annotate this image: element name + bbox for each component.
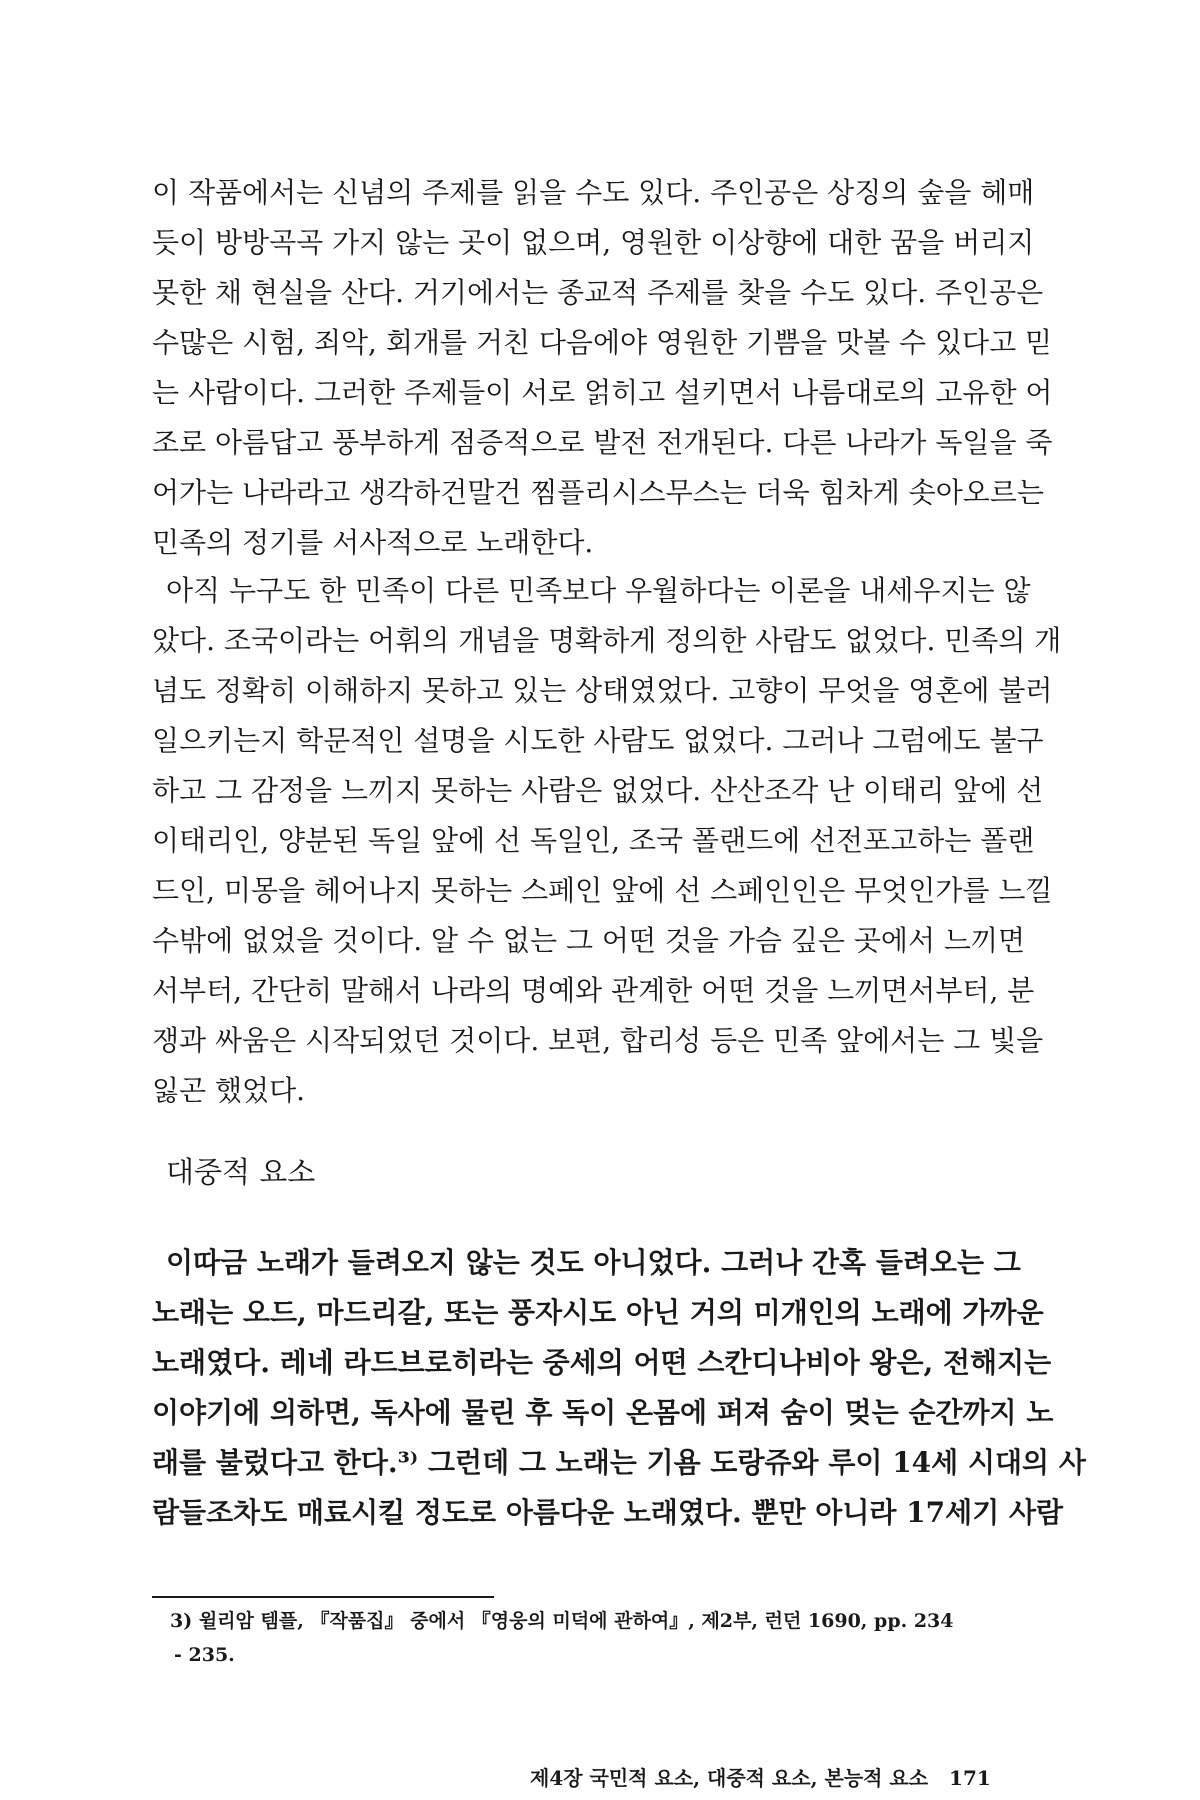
text-line: 듯이 방방곡곡 가지 않는 곳이 없으며, 영원한 이상향에 대한 꿈을 버리지	[152, 226, 1035, 259]
text-line: 민족의 정기를 서사적으로 노래한다.	[152, 526, 594, 559]
text-line: 이따금 노래가 들려오지 않는 것도 아니었다. 그러나 간혹 들려오는 그	[166, 1246, 1021, 1279]
text-line: 람들조차도 매료시킬 정도로 아름다운 노래였다. 뿐만 아니라 17세기 사람	[152, 1496, 1064, 1529]
text-line: 수많은 시험, 죄악, 회개를 거친 다음에야 영원한 기쁨을 맛볼 수 있다고 믿	[152, 326, 1053, 359]
paragraph-2	[152, 566, 1062, 1116]
text-line: 잃곤 했었다.	[152, 1074, 306, 1107]
text-line: 수밖에 없었을 것이다. 알 수 없는 그 어떤 것을 가슴 깊은 곳에서 느끼면	[152, 924, 1026, 957]
section-heading: 대중적 요소	[166, 1155, 316, 1189]
text-line: 드인, 미몽을 헤어나지 못하는 스페인 앞에 선 스페인인은 무엇인가를 느낄	[152, 874, 1053, 907]
footnote-line: 3) 윌리암 템플, 『작품집』 중에서 『영웅의 미덕에 관하여』, 제2부, 런던 1690, pp. 234	[170, 1610, 954, 1632]
running-footer	[530, 1762, 1000, 1791]
paragraph-3	[152, 1238, 1086, 1538]
text-line: 조로 아름답고 풍부하게 점증적으로 발전 전개된다. 다른 나라가 독일을 죽	[152, 426, 1053, 459]
footnote	[170, 1604, 1050, 1672]
text-line: 이야기에 의하면, 독사에 물린 후 독이 온몸에 퍼져 숨이 멎는 순간까지 노	[152, 1396, 1054, 1429]
text-line: 하고 그 감정을 느끼지 못하는 사람은 없었다. 산산조각 난 이태리 앞에 선	[152, 774, 1044, 807]
page-number: 171	[949, 1766, 991, 1790]
text-line: 쟁과 싸움은 시작되었던 것이다. 보편, 합리성 등은 민족 앞에서는 그 빛을	[152, 1024, 1044, 1057]
text-line: 이태리인, 양분된 독일 앞에 선 독일인, 조국 폴랜드에 선전포고하는 폴랜	[152, 824, 1035, 857]
text-line: 못한 채 현실을 산다. 거기에서는 종교적 주제를 찾을 수도 있다. 주인공은	[152, 276, 1044, 309]
text-line: 념도 정확히 이해하지 못하고 있는 상태였었다. 고향이 무엇을 영혼에 불러	[152, 674, 1053, 707]
running-title: 제4장 국민적 요소, 대중적 요소, 본능적 요소	[530, 1766, 929, 1790]
text-line: 노래는 오드, 마드리갈, 또는 풍자시도 아닌 거의 미개인의 노래에 가까운	[152, 1296, 1044, 1329]
text-line: 이 작품에서는 신념의 주제를 읽을 수도 있다. 주인공은 상징의 숲을 헤매	[152, 176, 1035, 209]
text-line: 서부터, 간단히 말해서 나라의 명예와 관계한 어떤 것을 느끼면서부터, 분	[152, 974, 1035, 1007]
footnote-divider	[152, 1596, 494, 1598]
text-line: 어가는 나라라고 생각하건말건 찜플리시스무스는 더욱 힘차게 솟아오르는	[152, 476, 1044, 509]
text-line: 는 사람이다. 그러한 주제들이 서로 얽히고 설키면서 나름대로의 고유한 어	[152, 376, 1053, 409]
text-line: 노래였다. 레네 라드브로히라는 중세의 어떤 스칸디나비아 왕은, 전해지는	[152, 1346, 1052, 1379]
text-line: 았다. 조국이라는 어휘의 개념을 명확하게 정의한 사람도 없었다. 민족의 개	[152, 624, 1062, 657]
text-line: 래를 불렀다고 한다.³⁾ 그런데 그 노래는 기욤 도랑쥬와 루이 14세 시대의 사	[152, 1446, 1086, 1479]
footnote-line: - 235.	[174, 1644, 235, 1666]
text-line: 아직 누구도 한 민족이 다른 민족보다 우월하다는 이론을 내세우지는 않	[166, 574, 1031, 607]
text-line: 일으키는지 학문적인 설명을 시도한 사람도 없었다. 그러나 그럼에도 불구	[152, 724, 1044, 757]
paragraph-1	[152, 168, 1052, 568]
